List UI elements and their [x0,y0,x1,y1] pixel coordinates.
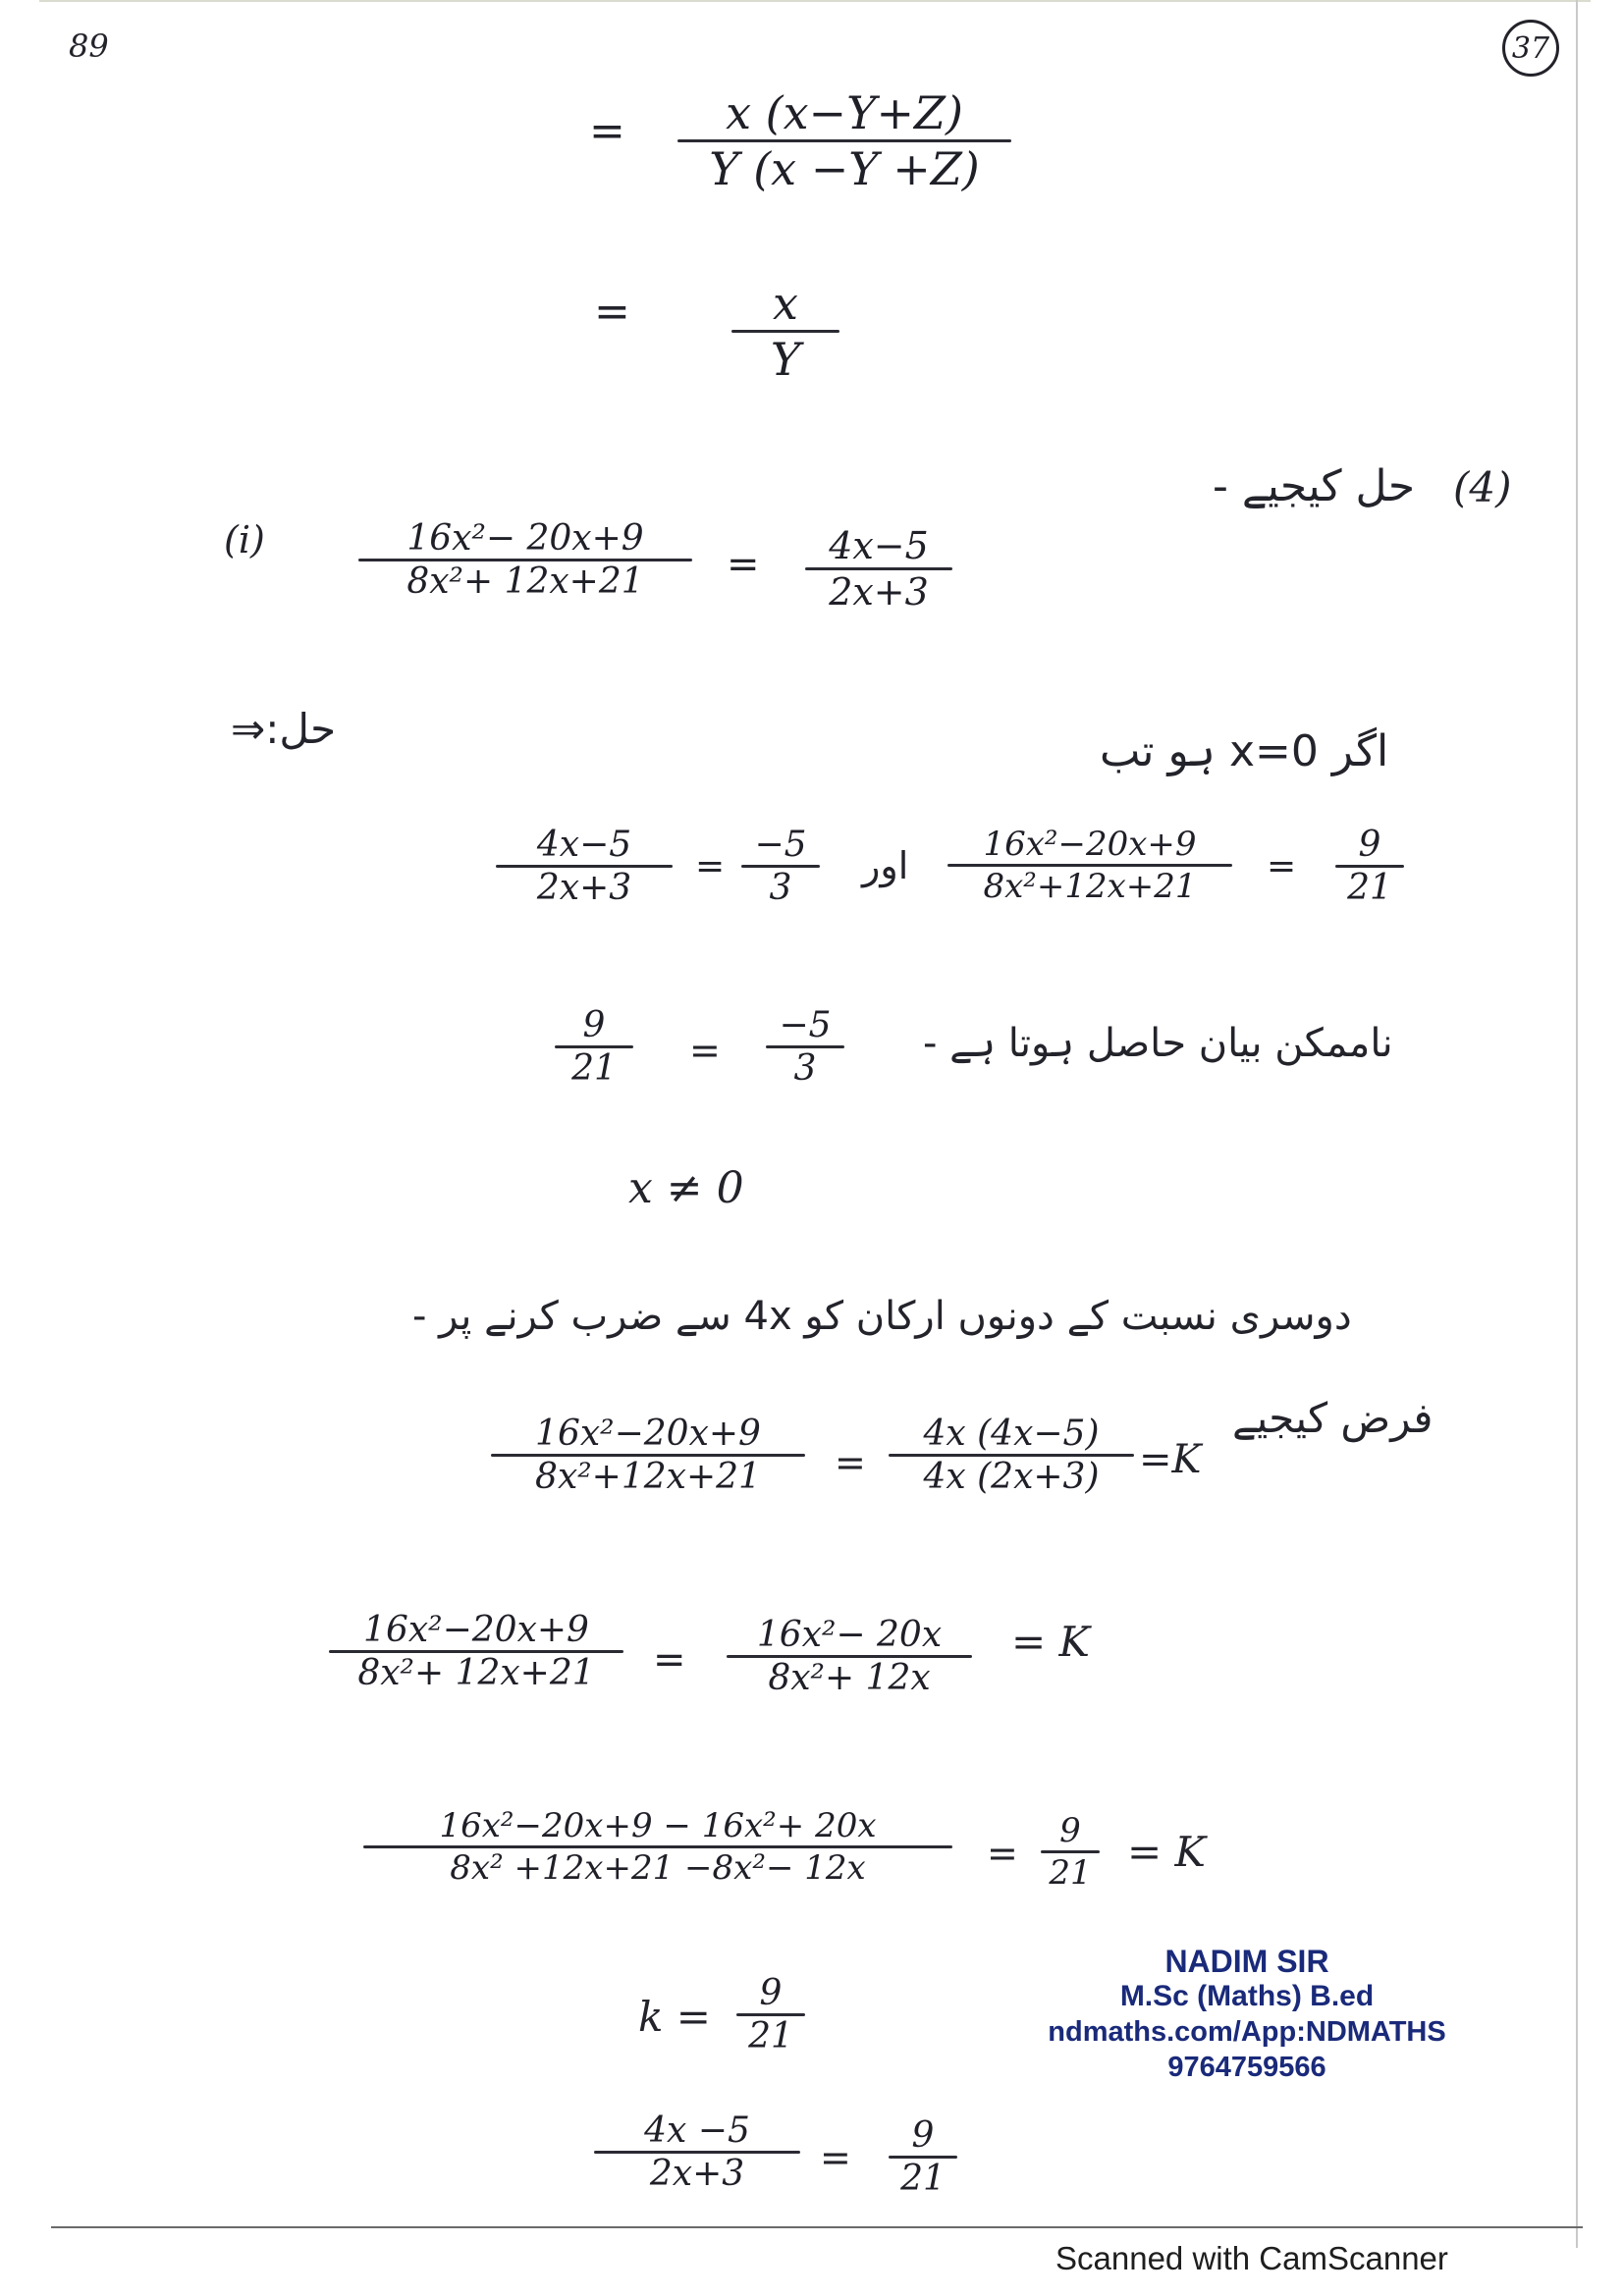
fraction-step2 [731,277,839,386]
page-circle-number: 37 [1502,20,1559,77]
equals-k: = K [1011,1618,1090,1666]
fraction-numerator: 9 [1059,1811,1081,1850]
fraction-denominator: 21 [1049,1853,1092,1893]
fraction-sub-d [1335,825,1404,908]
suppose-text: فرض کیجیے [1232,1394,1434,1442]
fraction-step1 [677,86,1011,195]
fraction-k-value [736,1973,805,2056]
fraction-numerator: 16x²−20x+9 [535,1414,761,1454]
solution-label: حل:⇒ [231,705,337,753]
impossible-statement: ناممکن بیان حاصل ہوتا ہے - [923,1021,1393,1066]
fraction-numerator: 16x²−20x+9 [363,1610,589,1650]
fraction-denominator: 4x (2x+3) [923,1457,1100,1497]
fraction-denominator: 21 [900,2159,946,2199]
fraction-k2-lhs [363,1806,952,1888]
page-corner-number: 89 [69,27,109,65]
fraction-denominator: 21 [1347,868,1392,908]
equals-k: = K [1127,1828,1206,1876]
equals-sign: = [653,1637,686,1682]
equals-sign: = [727,542,760,587]
equals-sign: = [835,1441,866,1484]
fraction-numerator: 4x (4x−5) [923,1414,1100,1454]
top-edge-line [39,0,1591,2]
fraction-k1-lhs [329,1610,623,1693]
fraction-denominator: 21 [748,2016,793,2056]
fraction-numerator: −5 [754,825,807,865]
stamp-name: NADIM SIR [1164,1944,1329,1979]
equals-sign: = [689,1029,721,1072]
multiply-statement: دوسری نسبت کے دونوں ارکان کو 4x سے ضرب کرنے پر - [412,1294,1352,1339]
fraction-numerator: 16x²− 20x [756,1615,943,1655]
fraction-denominator: 2x+3 [649,2154,745,2194]
fraction-numerator: 4x −5 [644,2110,750,2151]
fraction-numerator: 9 [1358,825,1381,865]
fraction-denominator: 8x² +12x+21 −8x²− 12x [450,1848,866,1888]
bottom-edge-line [51,2226,1583,2228]
equals-sign: = [820,2136,851,2179]
equals-k: =K [1139,1437,1202,1482]
fraction-sub-a [496,825,673,908]
fraction-denominator: 2x+3 [829,570,929,614]
fraction-denominator: 8x²+12x+21 [983,867,1197,906]
scanner-watermark: Scanned with CamScanner [1055,2240,1448,2276]
fraction-denominator: 8x²+12x+21 [535,1457,761,1497]
fraction-denominator: 3 [769,868,792,908]
fraction-denominator: Y [770,333,801,386]
and-word: اور [862,844,909,887]
question-number: (4) [1453,463,1512,511]
fraction-part-i-lhs [358,518,692,602]
equals-sign: = [987,1832,1018,1875]
stamp-degree: M.Sc (Maths) B.ed [1119,1980,1375,2012]
equals-sign: = [1267,846,1297,886]
part-label: (i) [224,518,265,561]
fraction-final-lhs [594,2110,800,2194]
fraction-k2-rhs [1041,1811,1100,1893]
fraction-numerator: 9 [759,1973,783,2013]
equals-sign: = [589,106,625,156]
fraction-imp-a [555,1005,633,1089]
stamp-website: ndmaths.com/App:NDMATHS [1048,2016,1446,2048]
fraction-imp-b [766,1005,844,1089]
fraction-numerator: 9 [911,2115,935,2156]
fraction-numerator: x (x−Y+Z) [726,86,963,139]
fraction-part-i-rhs [805,524,952,614]
fraction-numerator: x [773,277,798,330]
fraction-numerator: 9 [582,1005,606,1045]
fraction-numerator: 4x−5 [536,825,632,865]
fraction-denominator: 8x²+ 12x+21 [357,1653,595,1693]
fraction-numerator: 16x²−20x+9 [983,825,1197,864]
fraction-denominator: 8x²+ 12x+21 [406,561,644,602]
k-label: k = [638,1993,711,2041]
fraction-denominator: 3 [793,1048,817,1089]
fraction-final-rhs [889,2115,957,2199]
fraction-denominator: 21 [571,1048,617,1089]
fraction-suppose-rhs [889,1414,1134,1497]
stamp-phone: 9764759566 [1167,2052,1326,2083]
equals-sign: = [594,287,630,337]
right-margin-line [1576,0,1578,2248]
x-not-zero: x ≠ 0 [628,1163,744,1213]
fraction-numerator: 4x−5 [829,524,929,567]
fraction-denominator: 8x²+ 12x [768,1658,931,1698]
fraction-suppose-lhs [491,1414,805,1497]
fraction-denominator: Y (x −Y +Z) [709,142,980,195]
author-stamp [1041,1944,1453,2085]
fraction-sub-b [741,825,820,908]
fraction-denominator: 2x+3 [536,868,632,908]
fraction-sub-c [947,825,1232,906]
question-instruction: حل کیجیے - [1213,461,1416,511]
if-x-zero-text: اگر x=0 ہو تب [1100,726,1389,776]
fraction-numerator: −5 [779,1005,832,1045]
fraction-numerator: 16x²− 20x+9 [406,518,644,559]
equals-sign: = [695,846,726,886]
fraction-numerator: 16x²−20x+9 − 16x²+ 20x [439,1806,877,1845]
fraction-k1-rhs [727,1615,972,1698]
